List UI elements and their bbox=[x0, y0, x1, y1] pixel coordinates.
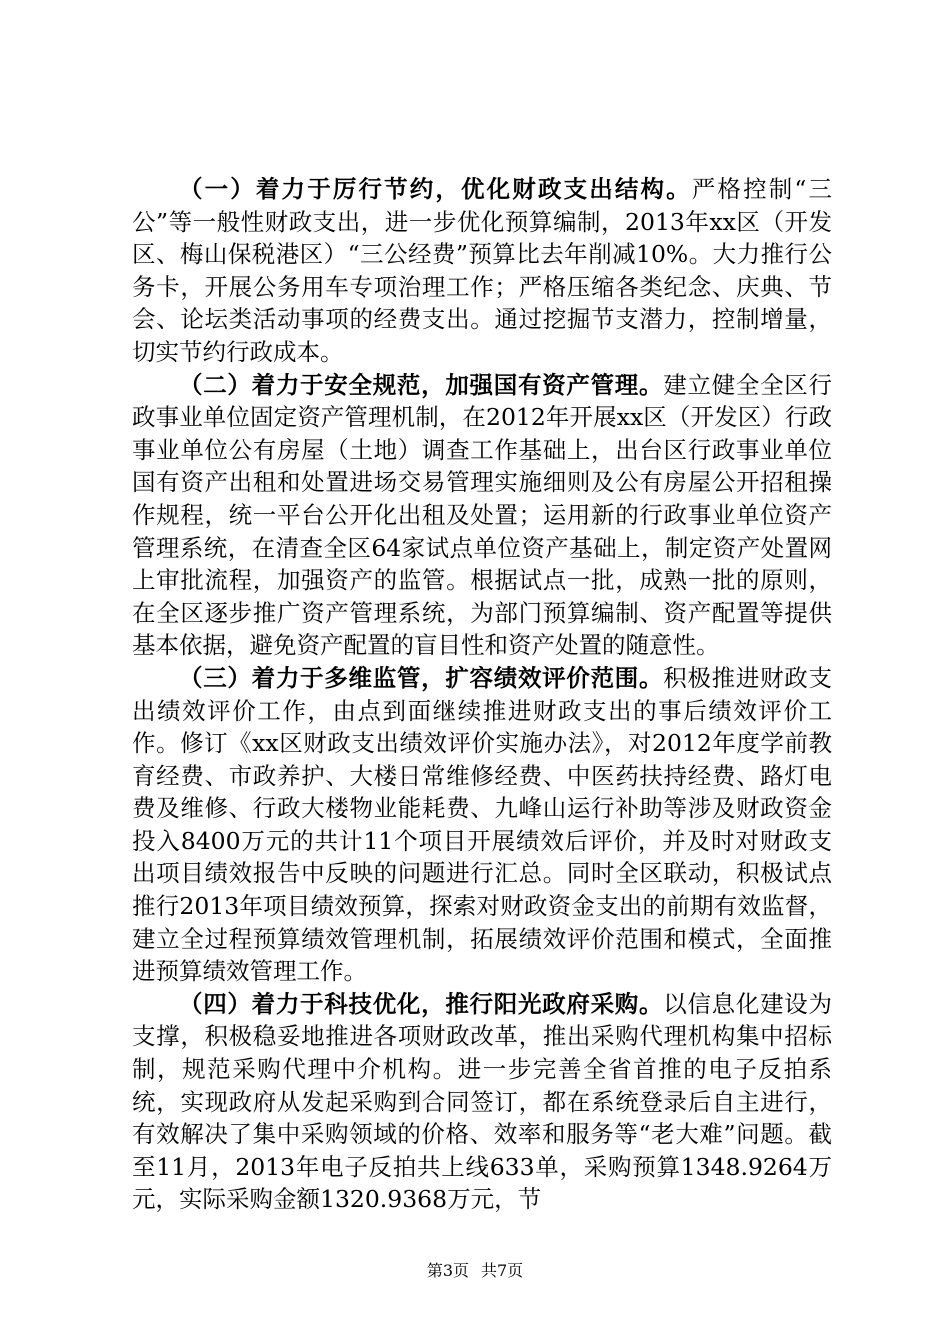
paragraph-heading: （三）着力于多维监管，扩容绩效评价范围。 bbox=[179, 663, 664, 692]
paragraph-3 bbox=[132, 662, 832, 988]
paragraph-heading: （四）着力于科技优化，推行阳光政府采购。 bbox=[179, 989, 664, 1018]
paragraph-text: 以信息化建设为支撑，积极稳妥地推进各项财政改革，推出采购代理机构集中招标制，规范采购代理中介机构。进一步完善全省首推的电子反拍系统，实现政府从发起采购到合同签订，都在系统登录后自主进行，有效解决了集中采购领域的价格、效率和服务等“老大难”问题。截至11月，2013年电子反拍共上线633单，采购预算1348.9264万元，实际采购金额1320.9368万元，节 bbox=[132, 989, 833, 1214]
paragraph-4 bbox=[132, 988, 832, 1216]
page-total: 共7页 bbox=[481, 1261, 524, 1280]
paragraph-heading: （一）着力于厉行节约，优化财政支出结构。 bbox=[179, 175, 692, 203]
paragraph-heading: （二）着力于安全规范，加强国有资产管理。 bbox=[179, 370, 664, 399]
page-footer bbox=[0, 1258, 950, 1281]
paragraph-1 bbox=[132, 173, 832, 369]
paragraph-text: 建立健全全区行政事业单位固定资产管理机制，在2012年开展xx区（开发区）行政事业单位公有房屋（土地）调查工作基础上，出台区行政事业单位国有资产出租和处置进场交易管理实施细则及公有房屋公开招租操作规程，统一平台公开化出租及处置；运用新的行政事业单位资产管理系统，在清查全区64家试点单位资产基础上，制定资产处置网上审批流程，加强资产的监管。根据试点一批，成熟一批的原则，在全区逐步推广资产管理系统，为部门预算编制、资产配置等提供基本依据，避免资产配置的盲目性和资产处置的随意性。 bbox=[132, 370, 833, 660]
page-number: 第3页 bbox=[426, 1261, 469, 1280]
document-body bbox=[132, 173, 832, 1216]
paragraph-2 bbox=[132, 369, 832, 662]
paragraph-text: 积极推进财政支出绩效评价工作，由点到面继续推进财政支出的事后绩效评价工作。修订《xx区财政支出绩效评价实施办法》，对2012年度学前教育经费、市政养护、大楼日常维修经费、中医药扶持经费、路灯电费及维修、行政大楼物业能耗费、九峰山运行补助等涉及财政资金投入8400万元的共计11个项目开展绩效后评价，并及时对财政支出项目绩效报告中反映的问题进行汇总。同时全区联动，积极试点推行2013年项目绩效预算，探索对财政资金支出的前期有效监督，建立全过程预算绩效管理机制，拓展绩效评价范围和模式，全面推进预算绩效管理工作。 bbox=[132, 663, 833, 986]
paragraph-text: 严格控制“三公”等一般性财政支出，进一步优化预算编制，2013年xx区（开发区、梅山保税港区）“三公经费”预算比去年削减10%。大力推行公务卡，开展公务用车专项治理工作；严格压缩各类纪念、庆典、节会、论坛类活动事项的经费支出。通过挖掘节支潜力，控制增量，切实节约行政成本。 bbox=[132, 175, 833, 366]
